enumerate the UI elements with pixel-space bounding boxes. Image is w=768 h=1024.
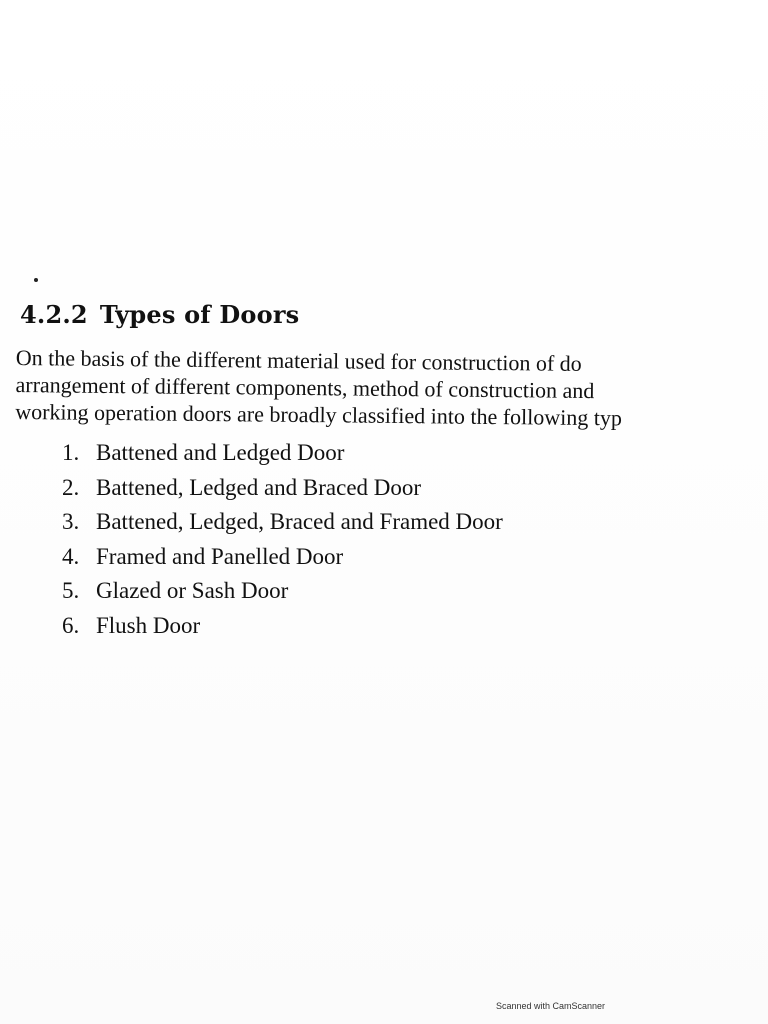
- list-item: [62, 613, 503, 648]
- list-item: [62, 509, 503, 544]
- section-heading: [20, 300, 299, 329]
- intro-line: arrangement of different components, method of construction and: [15, 371, 595, 404]
- list-item: [62, 440, 503, 475]
- section-number: 4.2.2: [20, 300, 88, 329]
- list-item-number: 2.: [62, 474, 80, 500]
- list-item-label: Battened and Ledged Door: [96, 440, 345, 465]
- scanner-watermark: Scanned with CamScanner: [496, 1001, 606, 1011]
- list-item-number: 1.: [62, 440, 80, 465]
- list-item: [62, 475, 503, 510]
- list-item-number: 3.: [62, 509, 80, 534]
- scan-speck: [34, 278, 38, 282]
- list-item-number: 4.: [62, 543, 80, 569]
- door-types-list: [62, 440, 503, 647]
- list-item-number: 6.: [62, 612, 80, 638]
- intro-line: On the basis of the different material used for construction of do: [15, 344, 582, 376]
- list-item-label: Glazed or Sash Door: [96, 578, 289, 603]
- list-item-label: Battened, Ledged, Braced and Framed Door: [96, 509, 503, 534]
- intro-line: working operation doors are broadly classified into the following typ: [15, 398, 623, 431]
- intro-paragraph: [15, 344, 768, 433]
- list-item-label: Battened, Ledged and Braced Door: [96, 474, 422, 500]
- list-item: [62, 578, 503, 613]
- section-title: Types of Doors: [99, 300, 300, 329]
- list-item-label: Framed and Panelled Door: [96, 543, 344, 569]
- list-item-label: Flush Door: [96, 612, 201, 638]
- list-item: [62, 544, 503, 579]
- list-item-number: 5.: [62, 578, 80, 603]
